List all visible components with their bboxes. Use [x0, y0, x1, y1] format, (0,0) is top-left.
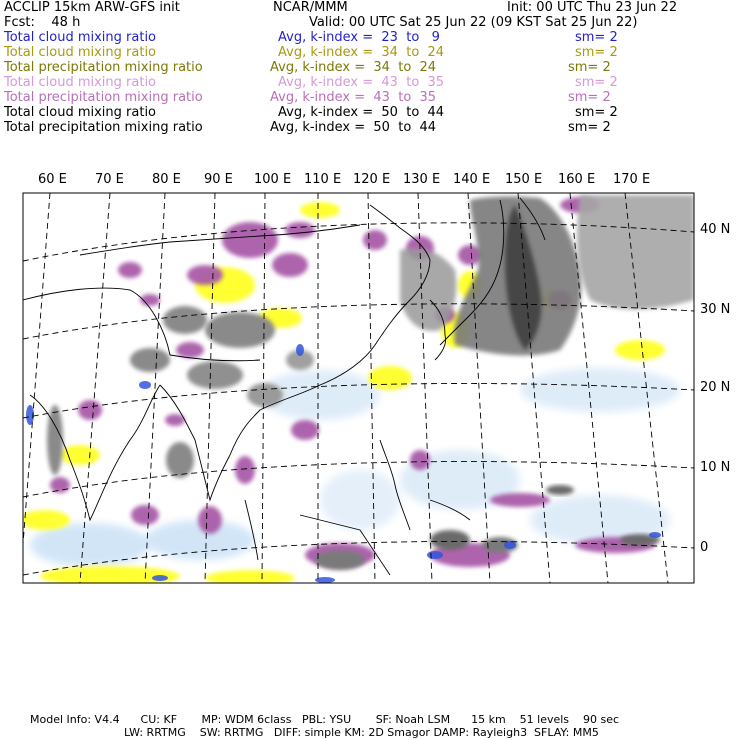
legend-field: Total precipitation mixing ratio — [4, 120, 203, 135]
legend-sm: sm= 2 — [575, 45, 618, 60]
lon-label: 170 E — [613, 172, 651, 187]
legend-avg: Avg, k-index = 23 to 9 — [278, 30, 440, 45]
legend-avg: Avg, k-index = 50 to 44 — [270, 120, 437, 135]
legend-sm: sm= 2 — [575, 105, 618, 120]
lon-label: 160 E — [558, 172, 596, 187]
legend-field: Total precipitation mixing ratio — [4, 60, 203, 75]
lat-label: 40 N — [700, 222, 731, 237]
legend-sm: sm= 2 — [575, 30, 618, 45]
lat-label: 20 N — [700, 380, 731, 395]
lon-label: 90 E — [204, 172, 233, 187]
lon-label: 70 E — [95, 172, 124, 187]
model-info-line1: Model Info: V4.4 CU: KF MP: WDM 6class PBL: YSU SF: Noah LSM 15 km 51 levels 90 sec — [30, 713, 620, 726]
legend-field: Total precipitation mixing ratio — [4, 90, 203, 105]
legend-field: Total cloud mixing ratio — [4, 45, 157, 60]
valid-time: Valid: 00 UTC Sat 25 Jun 22 (09 KST Sat 25 Jun 22) — [309, 15, 638, 30]
legend-avg: Avg, k-index = 34 to 24 — [278, 45, 445, 60]
lon-label: 140 E — [453, 172, 491, 187]
legend-sm: sm= 2 — [568, 90, 611, 105]
legend-sm: sm= 2 — [568, 60, 611, 75]
org-label: NCAR/MMM — [273, 0, 348, 15]
init-time: Init: 00 UTC Thu 23 Jun 22 — [507, 0, 678, 15]
lat-label: 0 — [700, 540, 709, 555]
lon-label: 80 E — [152, 172, 181, 187]
lon-label: 150 E — [505, 172, 543, 187]
lat-label: 30 N — [700, 302, 731, 317]
legend-avg: Avg, k-index = 43 to 35 — [270, 90, 437, 105]
legend-field: Total cloud mixing ratio — [4, 75, 157, 90]
lon-label: 110 E — [304, 172, 342, 187]
forecast-hour: Fcst: 48 h — [4, 15, 81, 30]
lon-label: 100 E — [254, 172, 292, 187]
model-title: ACCLIP 15km ARW-GFS init — [4, 0, 180, 15]
legend-sm: sm= 2 — [575, 75, 618, 90]
legend-field: Total cloud mixing ratio — [4, 105, 157, 120]
lat-label: 10 N — [700, 460, 731, 475]
legend-sm: sm= 2 — [568, 120, 611, 135]
legend-field: Total cloud mixing ratio — [4, 30, 157, 45]
lon-label: 130 E — [403, 172, 441, 187]
lon-label: 120 E — [353, 172, 391, 187]
legend-avg: Avg, k-index = 43 to 35 — [278, 75, 445, 90]
legend-avg: Avg, k-index = 34 to 24 — [270, 60, 437, 75]
legend-avg: Avg, k-index = 50 to 44 — [278, 105, 445, 120]
lon-label: 60 E — [38, 172, 67, 187]
model-info-line2: LW: RRTMG SW: RRTMG DIFF: simple KM: 2D Smagor DAMP: Rayleigh3 SFLAY: MM5 — [124, 726, 599, 739]
